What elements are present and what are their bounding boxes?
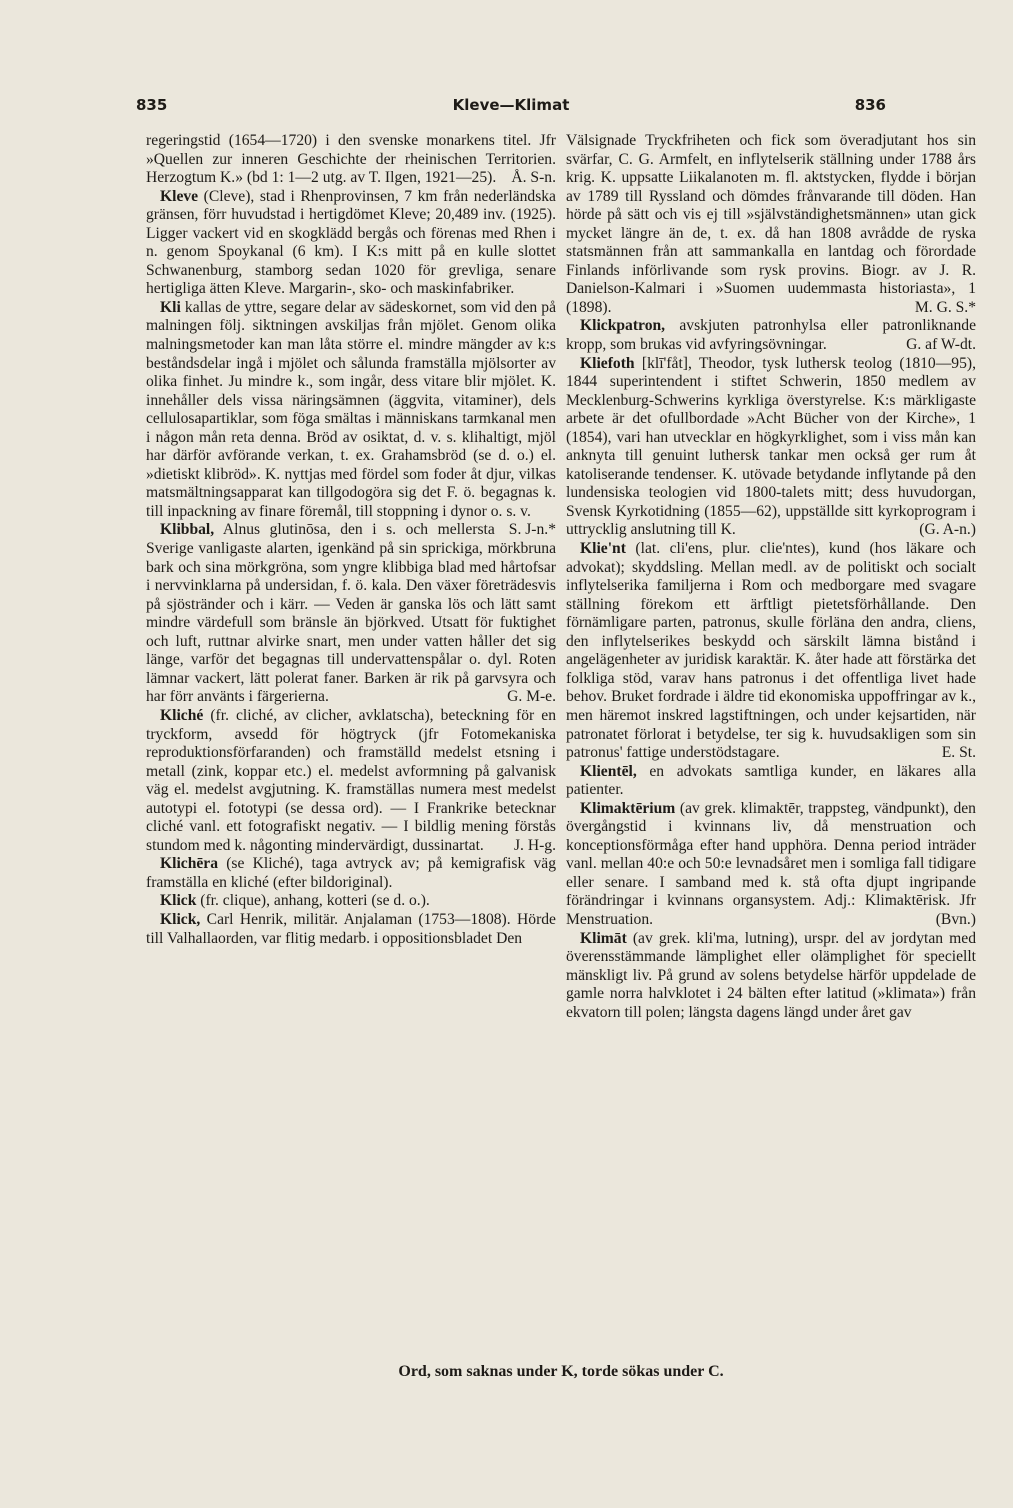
entry-klibbal xyxy=(146,521,556,706)
entry-klient xyxy=(566,540,976,763)
page-number-left: 835 xyxy=(136,96,168,114)
entry-klick1 xyxy=(146,892,556,911)
entry-klick2 xyxy=(146,911,556,948)
entry-text: Carl Henrik, militär. Anjalaman (1753—1808). Hörde till Valhallaorden, var flitig medarb. i oppositionsbladet Den xyxy=(146,910,556,947)
page-number-right: 836 xyxy=(854,96,886,114)
author-signature: (Bvn.) xyxy=(935,910,976,928)
headword: Klie'nt xyxy=(580,540,626,558)
headword: Kliché xyxy=(160,706,204,724)
author-signature: S. J-n.* xyxy=(508,521,556,539)
entry-text: regeringstid (1654—1720) i den svenske monarkens titel. Jfr »Quellen zur inneren Geschichte der rheinischen Territorien. Herzogtum K.» (bd 1: 1—2 utg. av T. Ilgen, 1921—25). xyxy=(146,132,556,187)
author-signature: E. St. xyxy=(941,744,976,762)
entry-text: Välsignade Tryckfriheten och fick som överadjutant hos sin svärfar, C. G. Armfelt, en inflytelserik ställning under 1788 års krig. K. uppsatte Liikalanoten m. fl. aktstycken, flydde i början av 1789 till Ryssland och dömdes frånvarande till döden. Han hörde på sätt och vis ej till »självständighetsmännen» utan gick mycket längre än de, t. ex. då han 1808 avrådde de ryska statsmännen från att sammankalla en lantdag och förordade Finlands införlivande som rysk provins. Biogr. av J. R. Danielson-Kalmari i »Suomen uudemmasta historiasta», 1 (1898). xyxy=(566,132,976,316)
entry-text: (Cleve), stad i Rhenprovinsen, 7 km från nederländska gränsen, förr huvudstad i hertigdömet Kleve; 20,489 inv. (1925). Ligger vackert vid en skogklädd bergås och förenas med Rhen i n. genom Spoykanal (6 km). I K:s mitt på en kulle slottet Schwanenburg, stamborg sedan 1020 för grevliga, senare hertigliga ätten Kleve. Margarin-, sko- och maskinfabriker. xyxy=(146,187,556,298)
author-signature: M. G. S.* xyxy=(914,298,976,316)
entry-kleve xyxy=(146,188,556,299)
author-signature: G. M-e. xyxy=(507,688,556,706)
footer-note: Ord, som saknas under K, torde sökas under C. xyxy=(398,1363,724,1380)
author-signature: Å. S-n. xyxy=(511,169,556,187)
entry-kliche xyxy=(146,707,556,855)
author-signature: J. H-g. xyxy=(513,836,556,854)
left-column xyxy=(146,132,556,948)
entry-cont2 xyxy=(566,132,976,317)
entry-text: (av grek. kli'ma, lutning), urspr. del av jordytan med överensstämmande lämplighet eller olämplighet för speciellt mänskligt liv. På grund av solens betydelse härför uppdelade de gamle norra halvklotet i 24 bälten efter latitud (»klimata») från ekvatorn till polen; längsta dagens längd under året gav xyxy=(566,929,976,1021)
entry-text: avskjuten patronhylsa eller patronliknande kropp, som brukas vid avfyringsövningar. xyxy=(566,317,976,354)
headword: Klibbal, xyxy=(160,521,215,539)
headword: Klimaktērium xyxy=(580,799,676,817)
entry-text: (lat. cli'ens, plur. clie'ntes), kund (hos läkare och advokat); skyddsling. Mellan medl. av de politiskt och socialt inflytelserika familjerna i Rom och medborgare med svagare ställning förekom ett ärftligt pietetsförhållande. Den förnämligare parten, patronus, skulle förläna den andra, cliens, den inflytelserikes beskydd och särskilt lämna bistånd i angelägenheter av juridisk karaktär. K. åter hade att förstärka det folkliga stöd, varav hans patronus i det offentliga livet hade behov. Bruket fordrade i äldre tid ekonomiska uppoffringar av k., men häremot inskred lagstiftningen, och under kejsartiden, när patronatet förlorat i betydelse, ter sig k. huvudsakligen som sin patronus' fattige understödstagare. xyxy=(566,540,976,762)
entry-klimat xyxy=(566,930,976,1023)
entry-klientel xyxy=(566,763,976,800)
entry-klimakterium xyxy=(566,800,976,930)
entry-cont xyxy=(146,132,556,188)
headword: Klichēra xyxy=(160,855,219,873)
headword: Kleve xyxy=(160,187,199,205)
author-signature: G. af W-dt. xyxy=(906,336,976,354)
headword: Klickpatron, xyxy=(580,317,666,335)
entry-text: kallas de yttre, segare delar av sädeskornet, som vid den på malningen följ. siktningen avskiljas från mjölet. Genom olika malningsmetoder kan man låta större el. mindre mängder av k:s beståndsdelar ingå i mjölet och sålunda framställa mjölsorter av olika finhet. Ju mindre k., som ingår, dess vitare blir mjölet. K. innehåller dels vissa näringsämnen (äggvita, vitaminer), dels cellulosapartiklar, som föga smältas i människans tarmkanal men i någon mån reta denna. Bröd av osiktat, d. v. s. klihaltigt, mjöl har därför avförande verkan, t. ex. Grahamsbröd (se d. o.) el. »dietiskt klibröd». K. nyttjas med fördel som foder åt djur, vilkas matsmältningsapparat kan tillgodogöra sig det F. ö. begagnas k. till inpackning av finare föremål, till stoppning i dynor o. s. v. xyxy=(146,298,557,520)
entry-text: (av grek. klimaktēr, trappsteg, vändpunkt), den övergångstid i kvinnans liv, då menstruation och konceptionsförmåga efter hand upphöra. Denna period inträder vanl. mellan 40:e och 50:e levnadsåret men i somliga fall tidigare eller senare. I samband med k. stå ofta djupt ingripande förändringar i kvinnans organsystem. Adj.: Klimaktērisk. Jfr Menstruation. xyxy=(566,799,976,928)
page-title: Kleve—Klimat xyxy=(452,96,570,114)
entry-text: (fr. clique), anhang, kotteri (se d. o.). xyxy=(200,892,430,910)
right-column xyxy=(566,132,976,1022)
entry-klickpatron xyxy=(566,317,976,354)
headword: Kliefoth xyxy=(580,354,635,372)
headword: Klick, xyxy=(160,910,201,928)
entry-text: (se Kliché), taga avtryck av; på kemigrafisk väg framställa en kliché (efter bildoriginal). xyxy=(146,855,556,891)
entry-text: en advokats samtliga kunder, en läkares alla patienter. xyxy=(566,762,976,799)
page-header xyxy=(136,96,886,120)
headword: Klimāt xyxy=(580,929,627,947)
headword: Klientēl, xyxy=(580,762,637,780)
entry-text: [klī'fåt], Theodor, tysk luthersk teolog (1810—95), 1844 superintendent i stiftet Schwerin, 1850 medlem av Mecklenburg-Schwerins kyrkliga överstyrelse. K:s märkligaste arbete är det ofullbordade »Acht Bücher von der Kirche», 1 (1854), vari han utvecklar en högkyrklighet, som i viss mån kan anknyta till genuint luthersk tankar men också ger rum åt katoliserande tendenser. K. utövade betydande inflytande på den lundensiska teologien vid 1800-talets mitt; dess huvudorgan, Svensk Kyrkotidning (1855—62), uppställde sitt kyrkoprogram i uttrycklig anslutning till K. xyxy=(566,354,976,539)
entry-klichera xyxy=(146,855,556,892)
headword: Kli xyxy=(160,298,181,316)
entry-kliefoth xyxy=(566,355,976,540)
author-signature: (G. A-n.) xyxy=(919,521,976,539)
entry-text: (fr. cliché, av clicher, avklatscha), beteckning för en tryckform, avsedd för högtryck (jfr Fotomekaniska reproduktionsförfaranden) och framställd medelst etsning i metall (zink, koppar etc.) el. medelst avformning på galvanisk väg el. medelst avgjutning. K. framställas numera mest medelst autotypi el. fototypi (se dessa ord). — I Frankrike betecknar cliché vanl. ett fotografiskt negativ. — I bildlig mening förstås stundom med k. någonting mindervärdigt, dussinartat. xyxy=(146,706,556,854)
entry-text: Alnus glutinōsa, den i s. och mellersta Sverige vanligaste alarten, igenkänd på sin sprickiga, mörkbruna bark och sina mörkgröna, som yngre klibbiga blad med hårtofsar i nervvinklarna på undersidan, f. ö. kala. Den växer företrädesvis på sjöstränder och i kärr. — Veden är ganska lös och lätt samt mindre värdefull som bränsle än björkved. Utsatt för fuktighet och luft, ruttnar alvirke snart, men under vatten håller det sig länge, varför det begagnas till undervattenspålar o. dyl. Roten lämnar vackert, lätt polerat faner. Barken är rik på garvsyra och har förr använts i färgerierna. xyxy=(146,521,556,706)
headword: Klick xyxy=(160,892,197,910)
